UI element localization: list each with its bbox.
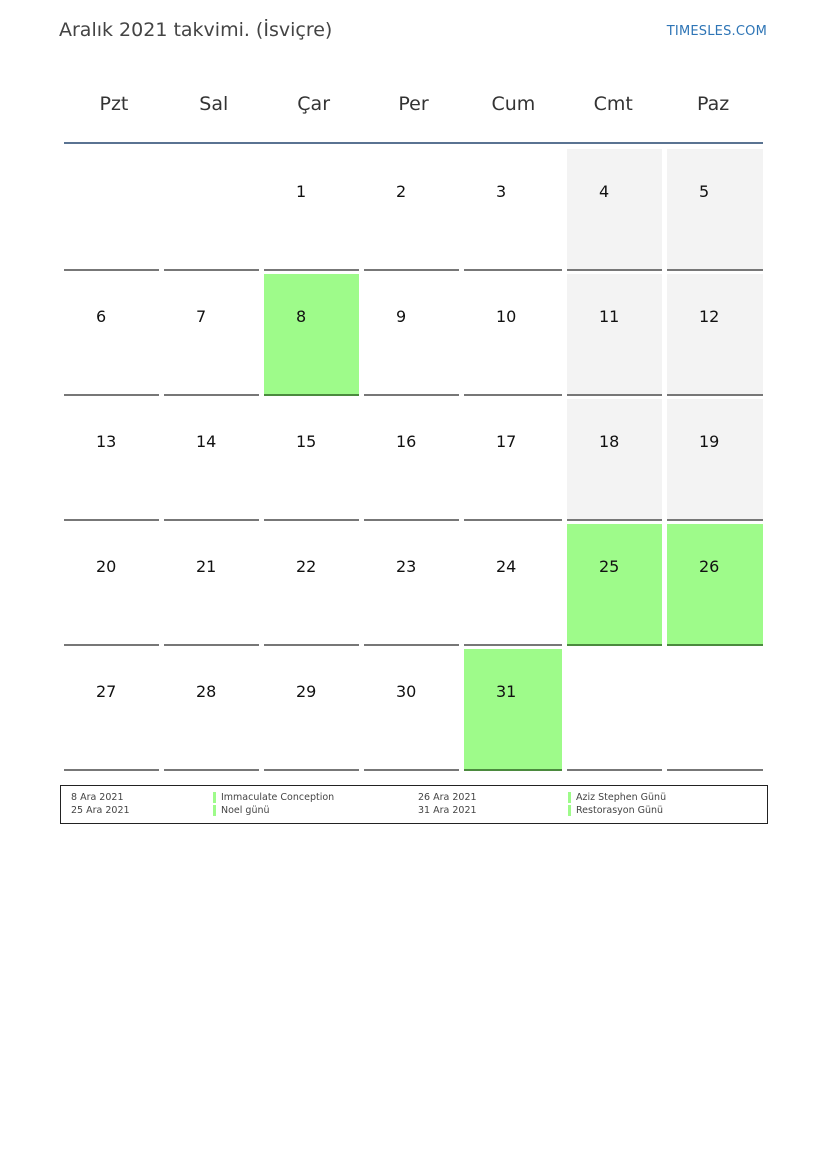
weekday-sun: Paz xyxy=(696,93,730,115)
week-row xyxy=(64,274,763,399)
day-number: 2 xyxy=(396,182,407,201)
day-number: 11 xyxy=(599,307,620,326)
day-cell xyxy=(264,649,359,771)
day-number: 6 xyxy=(96,307,107,326)
week-row xyxy=(64,149,763,274)
day-cell xyxy=(164,649,259,771)
day-number: 1 xyxy=(296,182,307,201)
day-cell xyxy=(364,399,459,521)
day-number: 12 xyxy=(699,307,720,326)
day-number: 28 xyxy=(196,682,217,701)
day-cell xyxy=(64,274,159,396)
holiday-swatch xyxy=(213,792,216,803)
day-cell xyxy=(364,149,459,271)
day-cell xyxy=(567,149,662,271)
legend-date: 25 Ara 2021 xyxy=(71,805,130,816)
day-cell xyxy=(667,274,763,396)
day-cell xyxy=(264,274,359,396)
empty-cell xyxy=(567,649,662,771)
legend-holiday-name: Restorasyon Günü xyxy=(576,805,664,816)
holiday-legend xyxy=(60,785,768,824)
day-number: 25 xyxy=(599,557,620,576)
day-cell xyxy=(364,274,459,396)
day-number: 5 xyxy=(699,182,710,201)
weekday-mon: Pzt xyxy=(99,93,129,115)
day-number: 27 xyxy=(96,682,117,701)
legend-date: 31 Ara 2021 xyxy=(418,805,477,816)
weekday-tue: Sal xyxy=(199,93,229,115)
day-number: 23 xyxy=(396,557,417,576)
empty-cell xyxy=(64,149,159,271)
empty-cell xyxy=(667,649,763,771)
day-number: 24 xyxy=(496,557,517,576)
day-cell xyxy=(567,399,662,521)
holiday-swatch xyxy=(568,792,571,803)
day-cell xyxy=(364,524,459,646)
day-cell xyxy=(464,524,562,646)
day-cell xyxy=(64,524,159,646)
day-number: 21 xyxy=(196,557,217,576)
holiday-swatch xyxy=(568,805,571,816)
weekday-thu: Per xyxy=(398,93,429,115)
day-number: 7 xyxy=(196,307,207,326)
day-number: 10 xyxy=(496,307,517,326)
day-cell xyxy=(364,649,459,771)
day-number: 3 xyxy=(496,182,507,201)
day-cell xyxy=(464,399,562,521)
day-cell xyxy=(464,649,562,771)
day-number: 30 xyxy=(396,682,417,701)
weekday-sat: Cmt xyxy=(593,93,633,115)
holiday-swatch xyxy=(213,805,216,816)
legend-date: 26 Ara 2021 xyxy=(418,792,477,803)
brand-link[interactable]: TIMESLES.COM xyxy=(666,24,767,39)
day-cell xyxy=(264,524,359,646)
day-number: 16 xyxy=(396,432,417,451)
day-number: 20 xyxy=(96,557,117,576)
day-number: 9 xyxy=(396,307,407,326)
day-number: 19 xyxy=(699,432,720,451)
day-cell xyxy=(164,399,259,521)
day-cell xyxy=(164,274,259,396)
legend-date: 8 Ara 2021 xyxy=(71,792,124,803)
day-cell xyxy=(464,274,562,396)
day-number: 18 xyxy=(599,432,620,451)
day-number: 31 xyxy=(496,682,517,701)
day-cell xyxy=(164,524,259,646)
day-number: 8 xyxy=(296,307,307,326)
day-cell xyxy=(567,274,662,396)
calendar-grid xyxy=(64,149,763,774)
day-number: 17 xyxy=(496,432,517,451)
day-cell xyxy=(64,649,159,771)
week-row xyxy=(64,399,763,524)
day-cell xyxy=(464,149,562,271)
day-cell xyxy=(667,399,763,521)
day-cell xyxy=(264,399,359,521)
week-row xyxy=(64,649,763,774)
day-number: 22 xyxy=(296,557,317,576)
week-row xyxy=(64,524,763,649)
day-cell xyxy=(264,149,359,271)
legend-holiday-name: Immaculate Conception xyxy=(221,792,335,803)
day-number: 13 xyxy=(96,432,117,451)
day-number: 4 xyxy=(599,182,610,201)
day-cell xyxy=(64,399,159,521)
legend-holiday-name: Noel günü xyxy=(221,805,270,816)
legend-holiday-name: Aziz Stephen Günü xyxy=(576,792,667,803)
day-cell xyxy=(667,524,763,646)
empty-cell xyxy=(164,149,259,271)
day-cell xyxy=(667,149,763,271)
page-title: Aralık 2021 takvimi. (İsviçre) xyxy=(59,19,333,41)
day-number: 14 xyxy=(196,432,217,451)
weekday-fri: Cum xyxy=(491,93,536,115)
day-number: 15 xyxy=(296,432,317,451)
day-number: 29 xyxy=(296,682,317,701)
weekday-header xyxy=(64,80,763,144)
weekday-wed: Çar xyxy=(297,93,331,115)
day-number: 26 xyxy=(699,557,720,576)
day-cell xyxy=(567,524,662,646)
